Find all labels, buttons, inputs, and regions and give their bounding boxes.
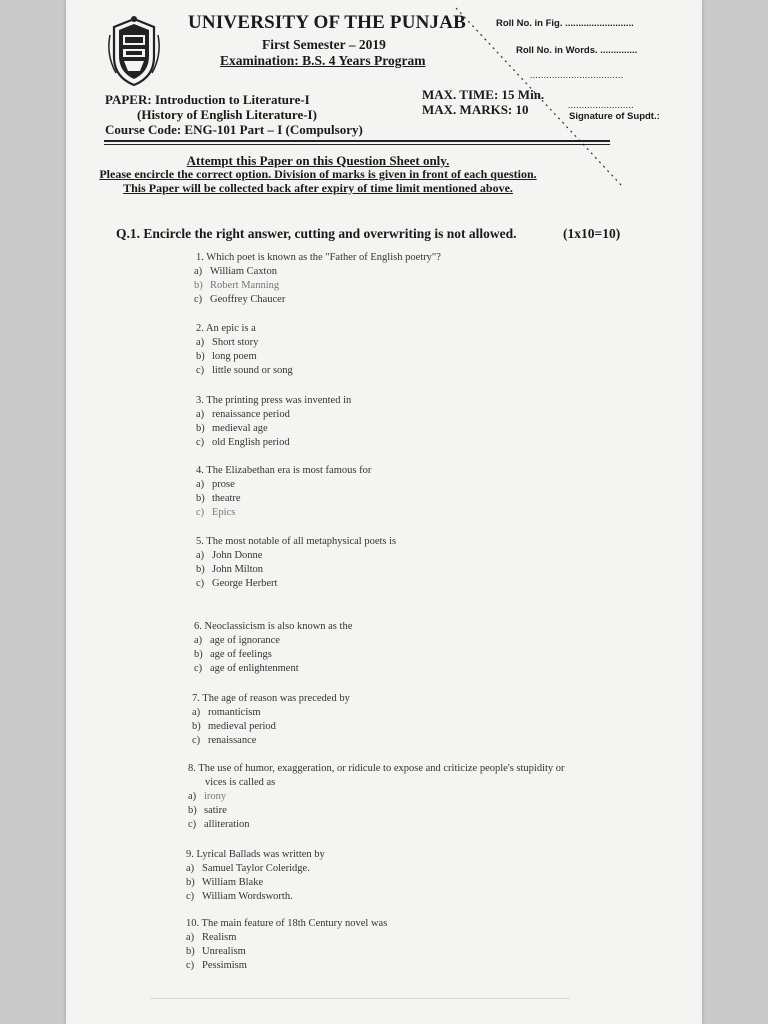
option-a[interactable]: a) irony	[188, 791, 227, 802]
option-b[interactable]: b) Unrealism	[186, 946, 246, 957]
question-text: 9. Lyrical Ballads was written by	[186, 849, 325, 860]
question-text: 6. Neoclassicism is also known as the	[194, 621, 353, 632]
question-text: 4. The Elizabethan era is most famous for	[196, 465, 372, 476]
option-a[interactable]: a) Realism	[186, 932, 237, 943]
option-a[interactable]: a) Samuel Taylor Coleridge.	[186, 863, 310, 874]
question-item	[196, 322, 293, 378]
option-a[interactable]: a) John Donne	[196, 550, 263, 561]
semester-label: First Semester – 2019	[262, 37, 386, 52]
question-item	[186, 917, 387, 973]
max-time: MAX. TIME: 15 Min.	[422, 87, 545, 102]
option-a[interactable]: a) renaissance period	[196, 409, 290, 420]
time-marks-info	[422, 87, 544, 117]
question-item	[196, 464, 371, 520]
signature-label: Signature of Supdt.:	[569, 111, 660, 122]
question-item	[188, 762, 565, 832]
university-crest-logo	[104, 15, 164, 89]
header-rule-bottom	[104, 144, 610, 145]
question-item	[196, 251, 441, 307]
option-c[interactable]: c) alliteration	[188, 819, 250, 830]
roll-number-words-field[interactable]: Roll No. in Words. ..............	[516, 45, 638, 56]
option-b[interactable]: b) medieval period	[192, 721, 276, 732]
option-b[interactable]: b) John Milton	[196, 564, 264, 575]
option-b[interactable]: b) long poem	[196, 351, 257, 362]
option-c[interactable]: c) Epics	[196, 507, 236, 518]
option-c[interactable]: c) George Herbert	[196, 578, 278, 589]
question-text: 7. The age of reason was preceded by	[192, 693, 350, 704]
max-marks: MAX. MARKS: 10	[422, 102, 529, 117]
option-a[interactable]: a) Short story	[196, 337, 259, 348]
option-c[interactable]: c) Geoffrey Chaucer	[194, 294, 286, 305]
question-text: 2. An epic is a	[196, 323, 256, 334]
roll-number-figure-field[interactable]: Roll No. in Fig. ..........................	[496, 18, 634, 29]
option-c[interactable]: c) renaissance	[192, 735, 257, 746]
question-text: 5. The most notable of all metaphysical poets is	[196, 536, 397, 547]
question-text: 3. The printing press was invented in	[196, 395, 352, 406]
footer-divider	[150, 998, 570, 999]
question-heading: Q.1. Encircle the right answer, cutting and overwriting is not allowed.	[116, 226, 517, 241]
question-text: 8. The use of humor, exaggeration, or ridicule to expose and criticize people's stupidity or	[188, 763, 565, 774]
examination-label: Examination: B.S. 4 Years Program	[220, 53, 426, 68]
option-c[interactable]: c) William Wordsworth.	[186, 891, 293, 902]
option-a[interactable]: a) age of ignorance	[194, 635, 280, 646]
question-item	[196, 394, 351, 450]
paper-title: PAPER: Introduction to Literature-I	[105, 92, 310, 107]
option-c[interactable]: c) old English period	[196, 437, 290, 448]
paper-info	[105, 92, 363, 137]
question-item	[194, 620, 352, 676]
option-b[interactable]: b) satire	[188, 805, 227, 816]
option-c[interactable]: c) Pessimism	[186, 960, 247, 971]
option-a[interactable]: a) William Caxton	[194, 266, 277, 277]
option-b[interactable]: b) William Blake	[186, 877, 264, 888]
option-b[interactable]: b) medieval age	[196, 423, 268, 434]
instruction-2: Please encircle the correct option. Division of marks is given in front of each question.	[99, 167, 537, 181]
option-a[interactable]: a) prose	[196, 479, 235, 490]
signature-blank-line[interactable]: ........................	[568, 100, 634, 110]
paper-subtitle: (History of English Literature-I)	[137, 107, 317, 122]
option-c[interactable]: c) age of enlightenment	[194, 663, 299, 674]
header-rule-top	[104, 140, 610, 142]
instruction-1: Attempt this Paper on this Question Sheet only.	[186, 153, 450, 168]
question-text-continued: vices is called as	[205, 777, 276, 788]
question-text: 10. The main feature of 18th Century novel was	[186, 918, 388, 929]
option-b[interactable]: b) theatre	[196, 493, 241, 504]
option-b[interactable]: b) age of feelings	[194, 649, 272, 660]
instruction-3: This Paper will be collected back after expiry of time limit mentioned above.	[123, 181, 513, 195]
university-title: UNIVERSITY OF THE PUNJAB	[188, 12, 467, 33]
question-marks: (1x10=10)	[563, 226, 621, 241]
question-text: 1. Which poet is known as the "Father of English poetry"?	[196, 252, 441, 263]
option-a[interactable]: a) romanticism	[192, 707, 261, 718]
roll-number-blank-line[interactable]: ..................................	[530, 70, 624, 80]
course-code: Course Code: ENG-101 Part – I (Compulsory)	[105, 122, 363, 137]
option-b[interactable]: b) Robert Manning	[194, 280, 280, 291]
question-item	[196, 535, 396, 591]
option-c[interactable]: c) little sound or song	[196, 365, 293, 376]
question-item	[186, 848, 325, 904]
question-item	[192, 692, 350, 748]
